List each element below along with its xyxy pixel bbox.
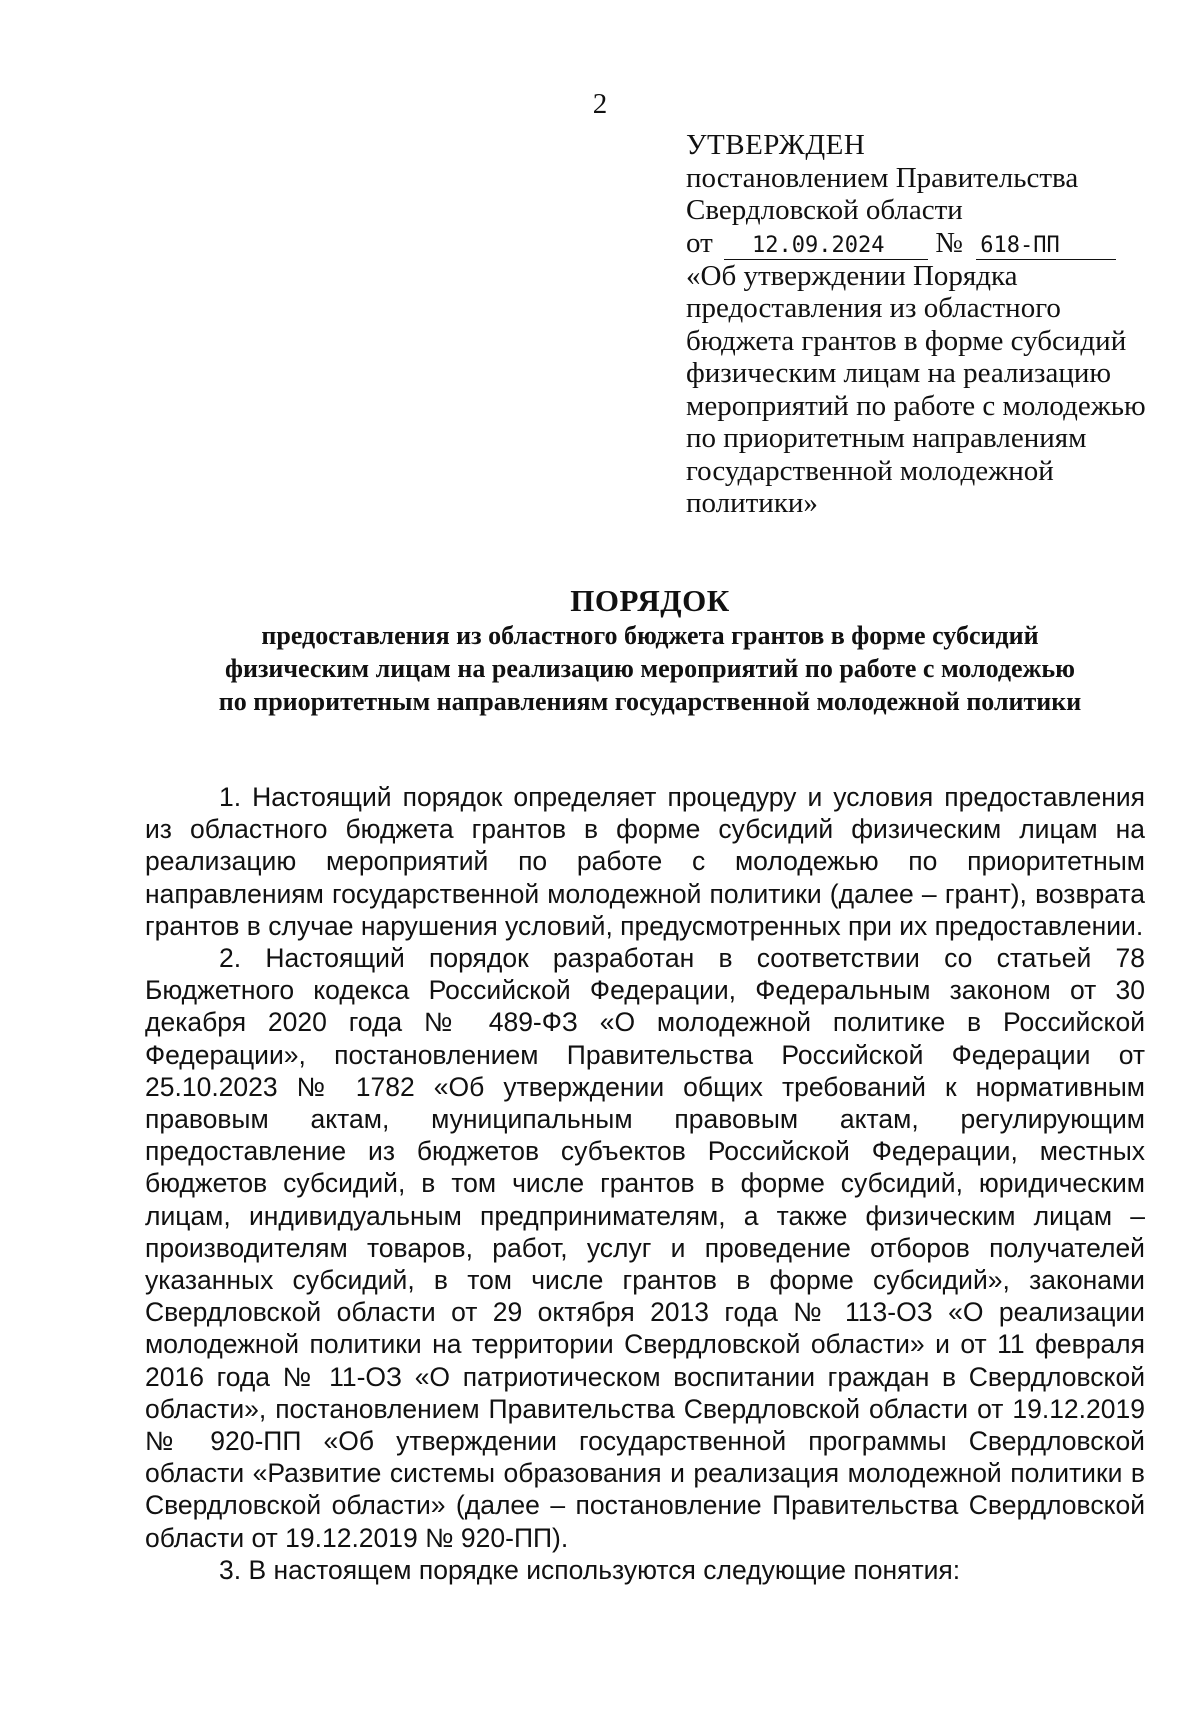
paragraph-3: 3. В настоящем порядке используются следующие понятия: [219, 1554, 961, 1585]
paragraph-2: 2. Настоящий порядок разработан в соответствии со статьей 78 Бюджетного кодекса Российской Федерации, Федеральным законом от 30 декабря 2020 года № 489-ФЗ «О молодежной политике в Российской Федерации», постановлением Правительства Российской Федерации от 25.10.2023 № 1782 «Об утверждении общих требований к нормативным правовым актам, муниципальным правовым актам, регулирующим предоставление из бюджетов субъектов Российской Федерации, местных бюджетов субсидий, в том числе грантов в форме субсидий, юридическим лицам, индивидуальным предпринимателям, а также физическим лицам – производителям товаров, работ, услуг и проведение отборов получателей указанных субсидий, в том числе грантов в форме субсидий», законами Свердловской области от 29 октября 2013 года № 113-ОЗ «О реализации молодежной политики на территории Свердловской области» и от 11 февраля 2016 года № 11-ОЗ «О патриотическом воспитании граждан в Свердловской области», постановлением Правительства Свердловской области от 19.12.2019 № 920-ПП «Об утверждении государственной программы Свердловской области «Развитие системы образования и реализация молодежной политики в Свердловской области» (далее – постановление Правительства Свердловской области от 19.12.2019 № 920-ПП). [145, 943, 1145, 1553]
decree-title-line: бюджета грантов в форме субсидий [686, 324, 1127, 357]
decree-title-line: «Об утверждении Порядка [686, 259, 1018, 292]
number-label: № [935, 226, 963, 259]
decree-title-line: предоставления из областного [686, 292, 1061, 324]
decree-date: 12.09.2024 [724, 233, 928, 260]
decree-number: 618-ПП [976, 233, 1116, 260]
approval-line-1: постановлением Правительства [686, 161, 1079, 194]
decree-title-line: мероприятий по работе с молодежью [686, 389, 1146, 422]
page-number: 2 [592, 88, 608, 120]
document-subtitle-line: по приоритетным направлениям государственной молодежной политики [218, 687, 1082, 716]
decree-title-line: государственной молодежной [686, 454, 1054, 487]
document-subtitle-line: физическим лицам на реализацию мероприятий по работе с молодежью [224, 654, 1075, 683]
approval-block [686, 129, 1166, 520]
approval-heading: УТВЕРЖДЕН [686, 129, 866, 161]
from-label: от [686, 226, 713, 259]
approval-date-number-line [686, 227, 1166, 260]
document-heading [150, 583, 1150, 718]
decree-title-line: политики» [686, 487, 818, 519]
document-subtitle-line: предоставления из областного бюджета грантов в форме субсидий [261, 621, 1039, 650]
decree-title-line: физическим лицам на реализацию [686, 357, 1112, 389]
document-title: ПОРЯДОК [570, 583, 730, 618]
decree-title-line: по приоритетным направлениям [686, 422, 1087, 454]
paragraph-1: 1. Настоящий порядок определяет процедуру и условия предоставления из областного бюджета грантов в форме субсидий физическим лицам на реализацию мероприятий по работе с молодежью по приоритетным направлениям государственной молодежной политики (далее – грант), возврата грантов в случае нарушения условий, предусмотренных при их предоставлении. [145, 782, 1145, 941]
approval-line-2: Свердловской области [686, 194, 963, 226]
document-body [145, 781, 1145, 1586]
